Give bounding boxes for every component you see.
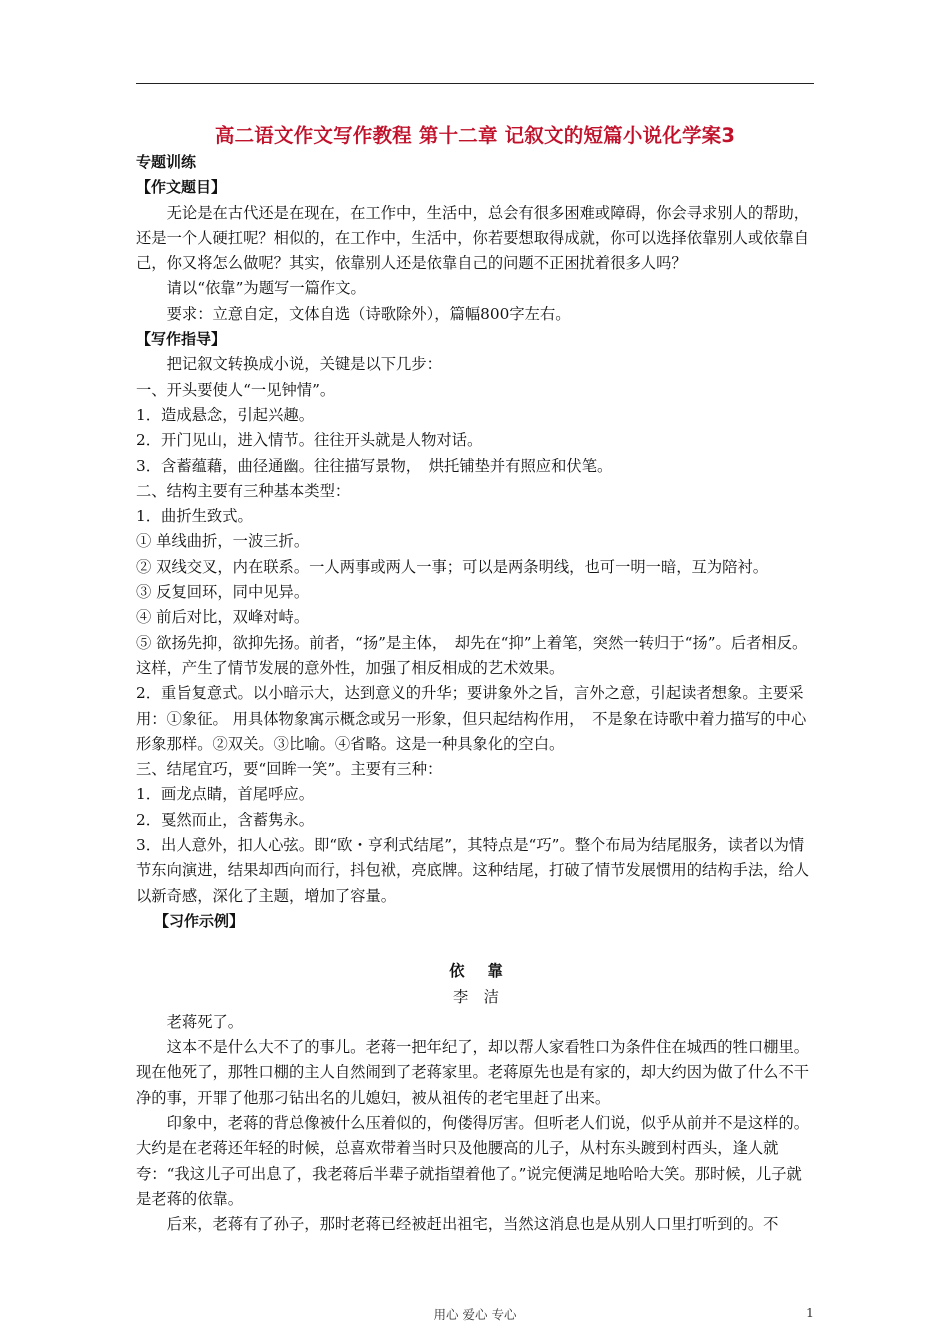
prompt-paragraph: 无论是在古代还是在现在，在工作中，生活中，总会有很多困难或障碍，你会寻求别人的帮助，还是一个人硬扛呢？相似的，在工作中，生活中，你若要想取得成就，你可以选择依靠别人或依靠自己，你又将怎么做呢？其实，依靠别人还是依靠自己的问题不正困扰着很多人吗？ bbox=[136, 203, 810, 273]
page-number: 1 bbox=[806, 1305, 814, 1320]
prompt-request: 请以“依靠”为题写一篇作文。 bbox=[166, 279, 366, 298]
guide-item: ③ 反复回环，同中见异。 bbox=[136, 583, 310, 602]
example-heading: 【习作示例】 bbox=[154, 911, 245, 930]
guide-item: 二、结构主要有三种基本类型： bbox=[136, 481, 351, 500]
guide-item: ④ 前后对比，双峰对峙。 bbox=[136, 608, 310, 627]
document-title: 高二语文作文写作教程 第十二章 记叙文的短篇小说化学案3 bbox=[214, 124, 736, 147]
essay-title: 依靠 bbox=[449, 962, 526, 981]
guide-item: 1．曲折生致式。 bbox=[136, 507, 253, 526]
guide-item: ② 双线交叉，内在联系。一人两事或两人一事；可以是两条明线，也可一明一暗，互为陪衬。 bbox=[136, 557, 769, 576]
essay-paragraph: 印象中，老蒋的背总像被什么压着似的，佝偻得厉害。但听老人们说，似乎从前并不是这样的。大约是在老蒋还年轻的时候，总喜欢带着当时只及他腰高的儿子，从村东头踱到村西头，逢人就夸：“我这儿子可出息了，我老蒋后半辈子就指望着他了。”说完便满足地哈哈大笑。那时候，儿子就是老蒋的依靠。 bbox=[136, 1113, 810, 1208]
spacer bbox=[136, 934, 816, 959]
guide-item: 1．造成悬念，引起兴趣。 bbox=[136, 405, 314, 424]
header-rule bbox=[136, 83, 814, 84]
guide-heading: 【写作指导】 bbox=[136, 330, 227, 349]
essay-paragraph: 后来，老蒋有了孙子，那时老蒋已经被赶出祖宅，当然这消息也是从别人口里打听到的。不 bbox=[166, 1215, 779, 1234]
guide-intro: 把记叙文转换成小说，关键是以下几步： bbox=[166, 355, 442, 374]
guide-item: 2．重旨复意式。以小暗示大，达到意义的升华；要讲象外之旨，言外之意，引起读者想象。主要采用：①象征。 用具体物象寓示概念或另一形象，但只起结构作用， 不是象在诗歌中着力描写的中心形象那样。②双关。③比喻。④省略。这是一种具象化的空白。 bbox=[136, 684, 807, 753]
section-label: 专题训练 bbox=[136, 153, 197, 171]
footer-motto: 用心 爱心 专心 bbox=[433, 1307, 517, 1322]
essay-paragraph: 老蒋死了。 bbox=[166, 1012, 244, 1031]
document-body bbox=[136, 150, 816, 1237]
guide-item: ① 单线曲折，一波三折。 bbox=[136, 532, 310, 551]
guide-item: 3．含蓄蕴藉，曲径通幽。往往描写景物， 烘托铺垫并有照应和伏笔。 bbox=[136, 456, 613, 475]
guide-item: 2．戛然而止，含蓄隽永。 bbox=[136, 810, 314, 829]
guide-item: ⑤ 欲扬先抑，欲抑先扬。前者，“扬”是主体， 却先在“抑”上着笔，突然一转归于“扬”。后者相反。这样，产生了情节发展的意外性，加强了相反相成的艺术效果。 bbox=[136, 633, 808, 677]
guide-item: 3．出人意外，扣人心弦。即“欧・亨利式结尾”，其特点是“巧”。整个布局为结尾服务，读者以为情节东向演进，结果却西向而行，抖包袱，亮底牌。这种结尾，打破了情节发展惯用的结构手法，给人以新奇感，深化了主题，增加了容量。 bbox=[136, 836, 810, 905]
prompt-requirements: 要求：立意自定，文体自选（诗歌除外），篇幅800字左右。 bbox=[166, 304, 571, 323]
essay-paragraph: 这本不是什么大不了的事儿。老蒋一把年纪了，却以帮人家看牲口为条件住在城西的牲口棚里。现在他死了，那牲口棚的主人自然闹到了老蒋家里。老蒋原先也是有家的，却大约因为做了什么不干净的事，开罪了他那刁钻出名的儿媳妇，被从祖传的老宅里赶了出来。 bbox=[136, 1038, 810, 1107]
essay-author: 李洁 bbox=[453, 987, 515, 1006]
guide-item: 三、结尾宜巧，要“回眸一笑”。主要有三种： bbox=[136, 760, 443, 779]
guide-item: 2．开门见山，进入情节。往往开头就是人物对话。 bbox=[136, 431, 483, 450]
prompt-heading: 【作文题目】 bbox=[136, 178, 227, 197]
guide-item: 一、开头要使人“一见钟情”。 bbox=[136, 380, 336, 399]
guide-item: 1．画龙点睛，首尾呼应。 bbox=[136, 785, 314, 804]
